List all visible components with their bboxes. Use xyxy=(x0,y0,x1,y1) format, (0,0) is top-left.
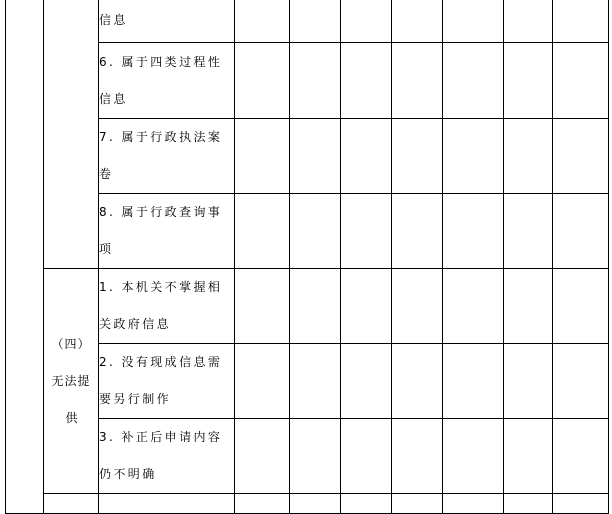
table-row xyxy=(6,269,609,344)
data-cell xyxy=(235,269,290,344)
data-cell xyxy=(443,419,504,494)
data-cell xyxy=(392,269,443,344)
data-cell xyxy=(235,0,290,43)
data-cell xyxy=(235,344,290,419)
data-cell xyxy=(504,194,553,269)
data-cell xyxy=(504,344,553,419)
data-cell xyxy=(290,194,341,269)
category-three-cell xyxy=(44,0,99,269)
data-cell xyxy=(392,119,443,194)
data-cell xyxy=(290,419,341,494)
row-label: 8. 属于行政查询事项 xyxy=(99,194,235,269)
data-cell xyxy=(443,0,504,43)
row-label: 3. 补正后申请内容仍不明确 xyxy=(99,419,235,494)
category-cell xyxy=(44,494,99,514)
data-cell xyxy=(443,43,504,119)
data-cell xyxy=(290,344,341,419)
data-cell xyxy=(235,43,290,119)
data-cell xyxy=(553,344,609,419)
data-cell xyxy=(553,269,609,344)
data-cell xyxy=(290,269,341,344)
data-cell xyxy=(392,344,443,419)
data-cell xyxy=(504,0,553,43)
row-label-empty xyxy=(99,494,235,514)
data-cell xyxy=(341,494,392,514)
category-four-title-cont: 供 xyxy=(65,410,79,425)
category-four-cell xyxy=(44,269,99,494)
data-cell xyxy=(504,119,553,194)
data-cell xyxy=(553,119,609,194)
data-cell xyxy=(443,269,504,344)
data-cell xyxy=(290,119,341,194)
data-cell xyxy=(341,0,392,43)
data-cell xyxy=(553,0,609,43)
table-row xyxy=(6,0,609,43)
data-cell xyxy=(290,43,341,119)
data-cell xyxy=(392,43,443,119)
outer-category-cell xyxy=(6,0,44,514)
data-cell xyxy=(392,0,443,43)
data-cell xyxy=(341,269,392,344)
data-cell xyxy=(553,43,609,119)
data-cell xyxy=(290,0,341,43)
data-cell xyxy=(392,419,443,494)
row-label: 1. 本机关不掌握相关政府信息 xyxy=(99,269,235,344)
data-cell xyxy=(290,494,341,514)
data-cell xyxy=(443,344,504,419)
category-four-number: （四） xyxy=(51,336,91,351)
data-cell xyxy=(504,419,553,494)
data-cell xyxy=(341,43,392,119)
data-cell xyxy=(443,494,504,514)
row-label: 7. 属于行政执法案卷 xyxy=(99,119,235,194)
data-cell xyxy=(235,494,290,514)
data-cell xyxy=(341,119,392,194)
data-cell xyxy=(553,494,609,514)
data-cell xyxy=(235,119,290,194)
data-cell xyxy=(504,43,553,119)
data-cell xyxy=(341,194,392,269)
data-cell xyxy=(235,194,290,269)
data-cell xyxy=(341,419,392,494)
row-label: 信息 xyxy=(99,0,235,43)
statistics-table xyxy=(5,0,609,514)
data-cell xyxy=(443,119,504,194)
category-four-title: 无法提 xyxy=(51,373,91,388)
row-label: 2. 没有现成信息需要另行制作 xyxy=(99,344,235,419)
table-row xyxy=(6,494,609,514)
data-cell xyxy=(553,419,609,494)
data-cell xyxy=(392,194,443,269)
data-cell xyxy=(553,194,609,269)
data-cell xyxy=(235,419,290,494)
data-cell xyxy=(392,494,443,514)
data-cell xyxy=(504,269,553,344)
data-cell xyxy=(341,344,392,419)
data-cell xyxy=(443,194,504,269)
data-cell xyxy=(504,494,553,514)
row-label: 6. 属于四类过程性信息 xyxy=(99,43,235,119)
